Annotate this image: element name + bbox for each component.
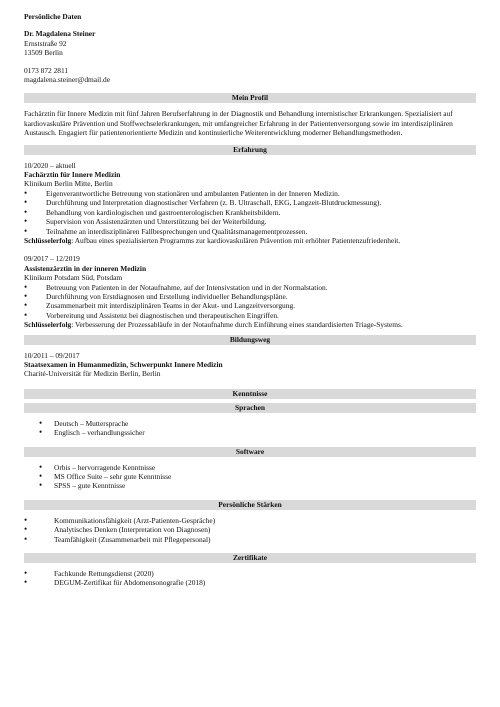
education-entry xyxy=(24,351,476,379)
job-employer: Klinikum Berlin Mitte, Berlin xyxy=(24,179,113,189)
profile-heading: Mein Profil xyxy=(24,93,476,103)
list-item: • Betreuung von Patienten in der Notaufnahme, auf der Intensivstation und in der Normalstation. xyxy=(24,283,476,292)
list-item: • Orbis – hervorragende Kenntnisse xyxy=(24,463,476,472)
education-degree: Staatsexamen in Humanmedizin, Schwerpunkt Innere Medizin xyxy=(24,359,223,369)
list-item: • Supervision von Assistenzärzten und Unterstützung bei der Weiterbildung. xyxy=(24,217,476,226)
list-item: • Englisch – verhandlungssicher xyxy=(24,428,476,437)
list-item: • Behandlung von kardiologischen und gastroenterologischen Krankheitsbildern. xyxy=(24,208,476,217)
job-title: Fachärztin für Innere Medizin xyxy=(24,170,121,180)
list-item: • Deutsch – Muttersprache xyxy=(24,419,476,428)
experience-heading: Erfahrung xyxy=(24,145,476,155)
languages-list xyxy=(24,419,476,438)
skills-heading: Kenntnisse xyxy=(24,389,476,399)
list-item: • Zusammenarbeit mit interdisziplinären Teams in der Akut- und Langzeitversorgung. xyxy=(24,301,476,310)
personal-data-section xyxy=(24,12,476,84)
strengths-list xyxy=(24,516,476,544)
certificates-heading: Zertifikate xyxy=(24,553,476,563)
job-entry xyxy=(24,161,476,246)
software-list xyxy=(24,463,476,491)
list-item: • Eigenverantwortliche Betreuung von stationären und ambulanten Patienten in der Inneren Medizin. xyxy=(24,189,476,198)
job-employer: Klinikum Potsdam Süd, Potsdam xyxy=(24,273,123,283)
list-item: • Durchführung und Interpretation diagnostischer Verfahren (z. B. Ultraschall, EKG, Langzeit-Blutdruckmessung). xyxy=(24,198,476,207)
certificates-list xyxy=(24,569,476,588)
key-success-text: : Aufbau eines spezialisierten Programms zur kardiovaskulären Prävention mit erhöhter Patientenzufriedenheit. xyxy=(71,235,401,245)
key-success-label: Schlüsselerfolg xyxy=(24,235,72,245)
key-success-text: : Verbesserung der Prozessabläufe in der Notaufnahme durch Einführung eines standardisierten Triage-Systems. xyxy=(71,320,403,330)
phone-number: 0173 872 2811 xyxy=(24,65,69,75)
list-item: • Kommunikationsfähigkeit (Arzt-Patienten-Gespräche) xyxy=(24,516,476,525)
software-heading: Software xyxy=(24,447,476,457)
job-bullets xyxy=(24,283,476,321)
job-period: 10/2020 – aktuell xyxy=(24,160,76,170)
education-school: Charité-Universität für Medizin Berlin, Berlin xyxy=(24,369,161,379)
job-period: 09/2017 – 12/2019 xyxy=(24,254,80,264)
list-item: • SPSS – gute Kenntnisse xyxy=(24,481,476,490)
list-item: • DEGUM-Zertifikat für Abdomensonografie (2018) xyxy=(24,578,476,587)
person-name: Dr. Magdalena Steiner xyxy=(24,29,96,39)
profile-text: Fachärztin für Innere Medizin mit fünf Jahren Berufserfahrung in der Diagnostik und Behandlung internistischer Erkrankungen. Spezialisiert auf kardiovaskuläre Prävention und Stoffwechselerkrankungen, mit umfangreicher Erfahrung in der Patientenversorgung sowie im interdisziplinären Austausch. Engagiert für patientenorientierte Medizin und kontinuierliche Weiterentwicklung moderner Behandlungsmethoden. xyxy=(24,109,453,138)
job-bullets xyxy=(24,189,476,236)
key-success xyxy=(24,320,476,329)
address-street: Ernststraße 92 xyxy=(24,38,67,48)
job-entry xyxy=(24,254,476,329)
languages-heading: Sprachen xyxy=(24,403,476,413)
list-item: • Teamfähigkeit (Zusammenarbeit mit Pflegepersonal) xyxy=(24,535,476,544)
list-item: • Analytisches Denken (Interpretation von Diagnosen) xyxy=(24,525,476,534)
list-item: • MS Office Suite – sehr gute Kenntnisse xyxy=(24,472,476,481)
key-success-label: Schlüsselerfolg xyxy=(24,320,72,330)
key-success xyxy=(24,236,476,245)
address-city: 13509 Berlin xyxy=(24,48,63,58)
list-item: • Vorbereitung und Assistenz bei diagnostischen und therapeutischen Eingriffen. xyxy=(24,311,476,320)
education-heading: Bildungsweg xyxy=(24,335,476,345)
list-item: • Durchführung von Erstdiagnosen und Erstellung individueller Behandlungspläne. xyxy=(24,292,476,301)
strengths-heading: Persönliche Stärken xyxy=(24,500,476,510)
list-item: • Fachkunde Rettungsdienst (2020) xyxy=(24,569,476,578)
email-address: magdalena.steiner@dmail.de xyxy=(24,75,111,85)
personal-data-heading: Persönliche Daten xyxy=(24,12,82,21)
job-title: Assistenzärztin in der inneren Medizin xyxy=(24,263,147,273)
education-period: 10/2011 – 09/2017 xyxy=(24,350,80,360)
list-item: • Teilnahme an interdisziplinären Fallbesprechungen und Qualitätsmanagementprozessen. xyxy=(24,227,476,236)
